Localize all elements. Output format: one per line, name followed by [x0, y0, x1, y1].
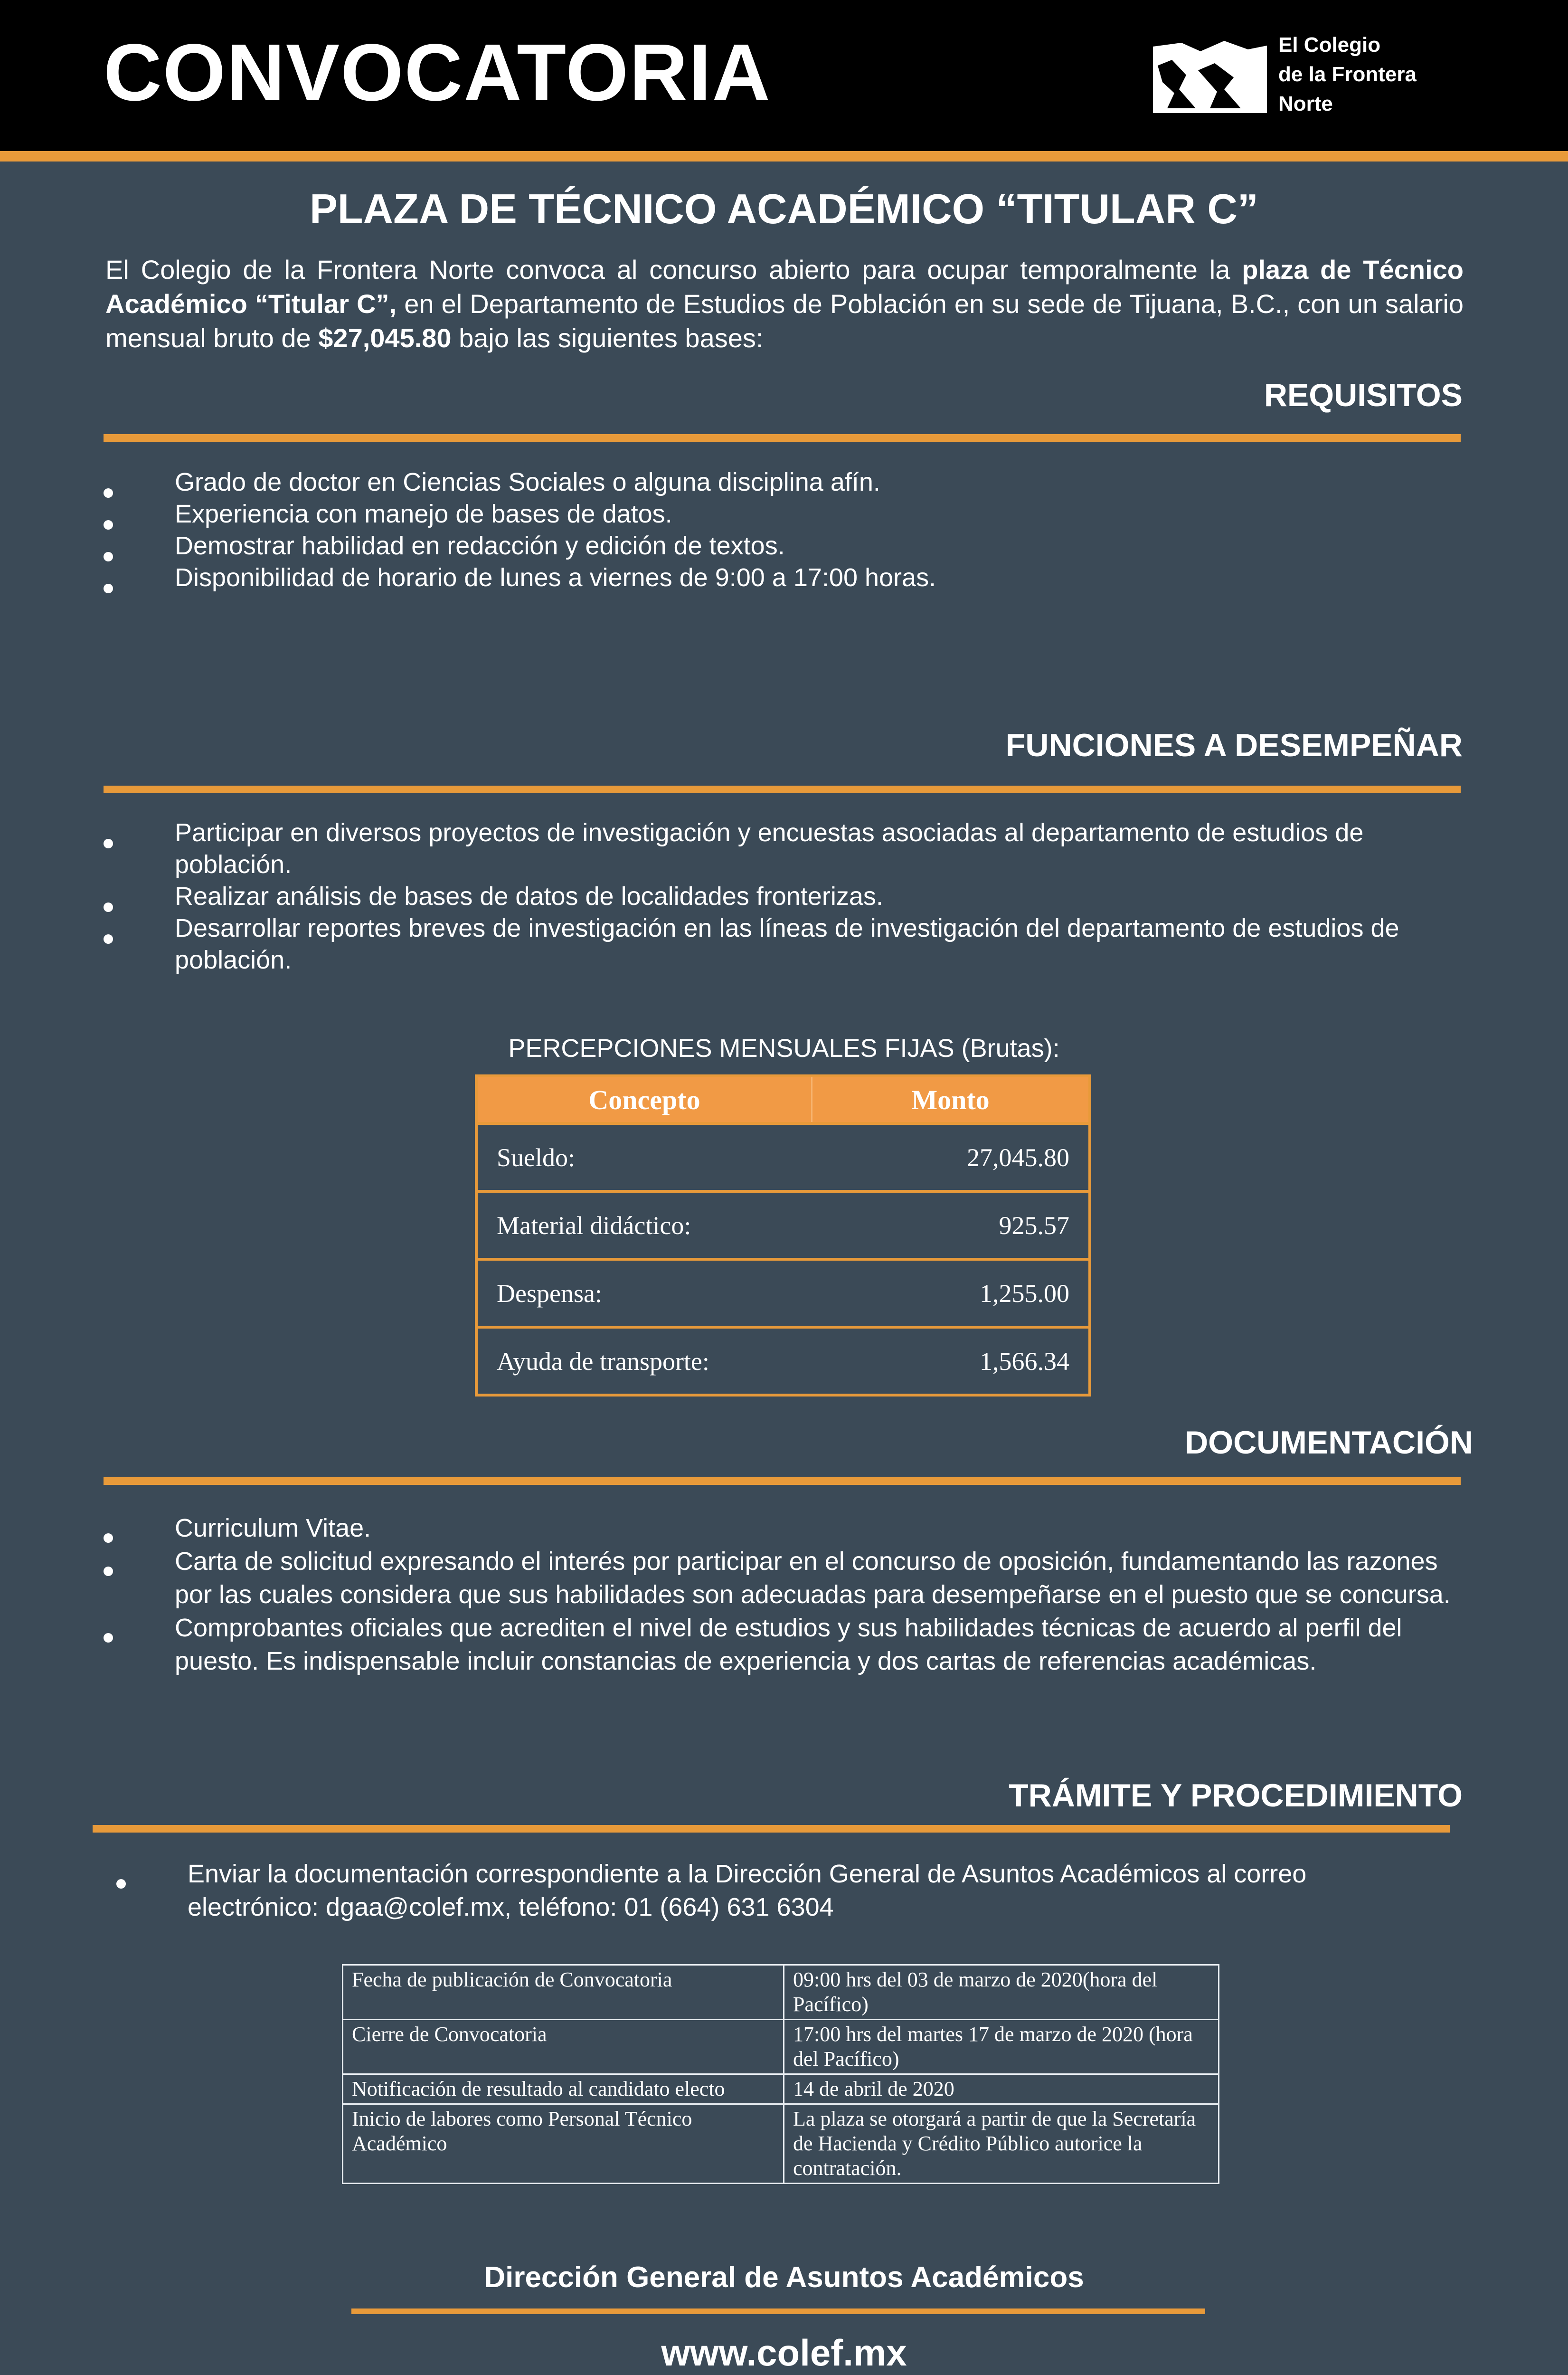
header-accent-stripe	[0, 151, 1568, 162]
intro-text-3: bajo las siguientes bases:	[451, 323, 764, 353]
logo-line-2: de la Frontera	[1278, 63, 1417, 86]
funciones-list	[104, 817, 1462, 976]
requisitos-rule	[104, 434, 1461, 442]
etapa-cell: Notificación de resultado al candidato electo	[343, 2074, 784, 2104]
intro-text-1: El Colegio de la Frontera Norte convoca al concurso abierto para ocupar temporalmente la	[105, 255, 1242, 285]
list-item: Participar en diversos proyectos de investigación y encuestas asociadas al departamento de estudios de población.	[104, 817, 1462, 881]
detalle-cell: 14 de abril de 2020	[784, 2074, 1219, 2104]
intro-text-2: en el Departamento de Estudios de Población en su sede de Tijuana, B.C., con un salario mensual bruto de	[105, 289, 1464, 353]
table-row	[343, 2020, 1219, 2074]
monto-cell: 925.57	[812, 1191, 1090, 1259]
requisitos-list	[104, 466, 1462, 594]
etapa-cell: Cierre de Convocatoria	[343, 2020, 784, 2074]
footer-organization: Dirección General de Asuntos Académicos	[484, 2261, 1084, 2294]
detalle-cell: 09:00 hrs del 03 de marzo de 2020(hora del Pacífico)	[784, 1965, 1219, 2020]
table-row	[343, 2074, 1219, 2104]
list-item: Realizar análisis de bases de datos de localidades fronterizas.	[104, 881, 1462, 912]
tramite-rule	[93, 1825, 1450, 1833]
table-row	[476, 1191, 1090, 1259]
intro-paragraph	[105, 253, 1464, 355]
list-item: Carta de solicitud expresando el interés por participar en el concurso de oposición, fundamentando las razones por las cuales considera que sus habilidades son adecuadas para desempeñarse en el puesto que se concursa.	[104, 1545, 1462, 1611]
concepto-cell: Sueldo:	[476, 1123, 812, 1191]
intro-bold-position: plaza de Técnico Académico “Titular C”,	[105, 255, 1464, 319]
etapa-cell: Inicio de labores como Personal Técnico Académico	[343, 2104, 784, 2184]
position-title: PLAZA DE TÉCNICO ACADÉMICO “TITULAR C”	[310, 185, 1258, 232]
list-item: Demostrar habilidad en redacción y edición de textos.	[104, 530, 1462, 562]
table-header-monto: Monto	[812, 1076, 1090, 1123]
documentacion-rule	[104, 1477, 1461, 1485]
page-title: CONVOCATORIA	[104, 28, 772, 118]
list-item: Desarrollar reportes breves de investigación en las líneas de investigación del departamento de estudios de población.	[104, 912, 1462, 976]
documentacion-heading: DOCUMENTACIÓN	[1185, 1425, 1473, 1461]
documentacion-list	[104, 1511, 1462, 1678]
table-header-concepto: Concepto	[476, 1076, 812, 1123]
list-item: Disponibilidad de horario de lunes a viernes de 9:00 a 17:00 horas.	[104, 562, 1462, 594]
colef-mountain-icon	[1153, 37, 1267, 113]
footer-rule	[351, 2308, 1205, 2314]
funciones-heading: FUNCIONES A DESEMPEÑAR	[1005, 727, 1463, 763]
logo-line-1: El Colegio	[1278, 33, 1381, 57]
etapa-cell: Fecha de publicación de Convocatoria	[343, 1965, 784, 2020]
colef-logo	[1153, 30, 1419, 121]
monto-cell: 1,566.34	[812, 1327, 1090, 1395]
list-item: Experiencia con manejo de bases de datos.	[104, 498, 1462, 530]
concepto-cell: Despensa:	[476, 1259, 812, 1327]
detalle-cell: 17:00 hrs del martes 17 de marzo de 2020 (hora del Pacífico)	[784, 2020, 1219, 2074]
list-item: Enviar la documentación correspondiente a la Dirección General de Asuntos Académicos al correo electrónico: dgaa@colef.mx, teléfono: 01 (664) 631 6304	[116, 1857, 1398, 1924]
intro-bold-salary: $27,045.80	[318, 323, 452, 353]
funciones-rule	[104, 786, 1461, 793]
list-item: Comprobantes oficiales que acrediten el nivel de estudios y sus habilidades técnicas de acuerdo al perfil del puesto. Es indispensable incluir constancias de experiencia y dos cartas de referencias académicas.	[104, 1611, 1462, 1678]
table-row	[476, 1327, 1090, 1395]
monto-cell: 1,255.00	[812, 1259, 1090, 1327]
percepciones-table	[475, 1074, 1091, 1396]
website-link[interactable]: www.colef.mx	[661, 2332, 907, 2374]
concepto-cell: Ayuda de transporte:	[476, 1327, 812, 1395]
list-item: Grado de doctor en Ciencias Sociales o alguna disciplina afín.	[104, 466, 1462, 498]
table-row	[343, 1965, 1219, 2020]
logo-line-3: Norte	[1278, 92, 1333, 115]
concepto-cell: Material didáctico:	[476, 1191, 812, 1259]
requisitos-heading: REQUISITOS	[1264, 377, 1463, 413]
table-row	[476, 1259, 1090, 1327]
table-row	[343, 2104, 1219, 2184]
tramite-list	[116, 1857, 1398, 1924]
tramite-heading: TRÁMITE Y PROCEDIMIENTO	[1009, 1777, 1463, 1814]
list-item: Curriculum Vitae.	[104, 1511, 1462, 1545]
monto-cell: 27,045.80	[812, 1123, 1090, 1191]
percepciones-caption: PERCEPCIONES MENSUALES FIJAS (Brutas):	[508, 1034, 1060, 1063]
detalle-cell: La plaza se otorgará a partir de que la Secretaría de Hacienda y Crédito Público autorice la contratación.	[784, 2104, 1219, 2184]
schedule-table	[342, 1964, 1219, 2184]
table-row	[476, 1123, 1090, 1191]
